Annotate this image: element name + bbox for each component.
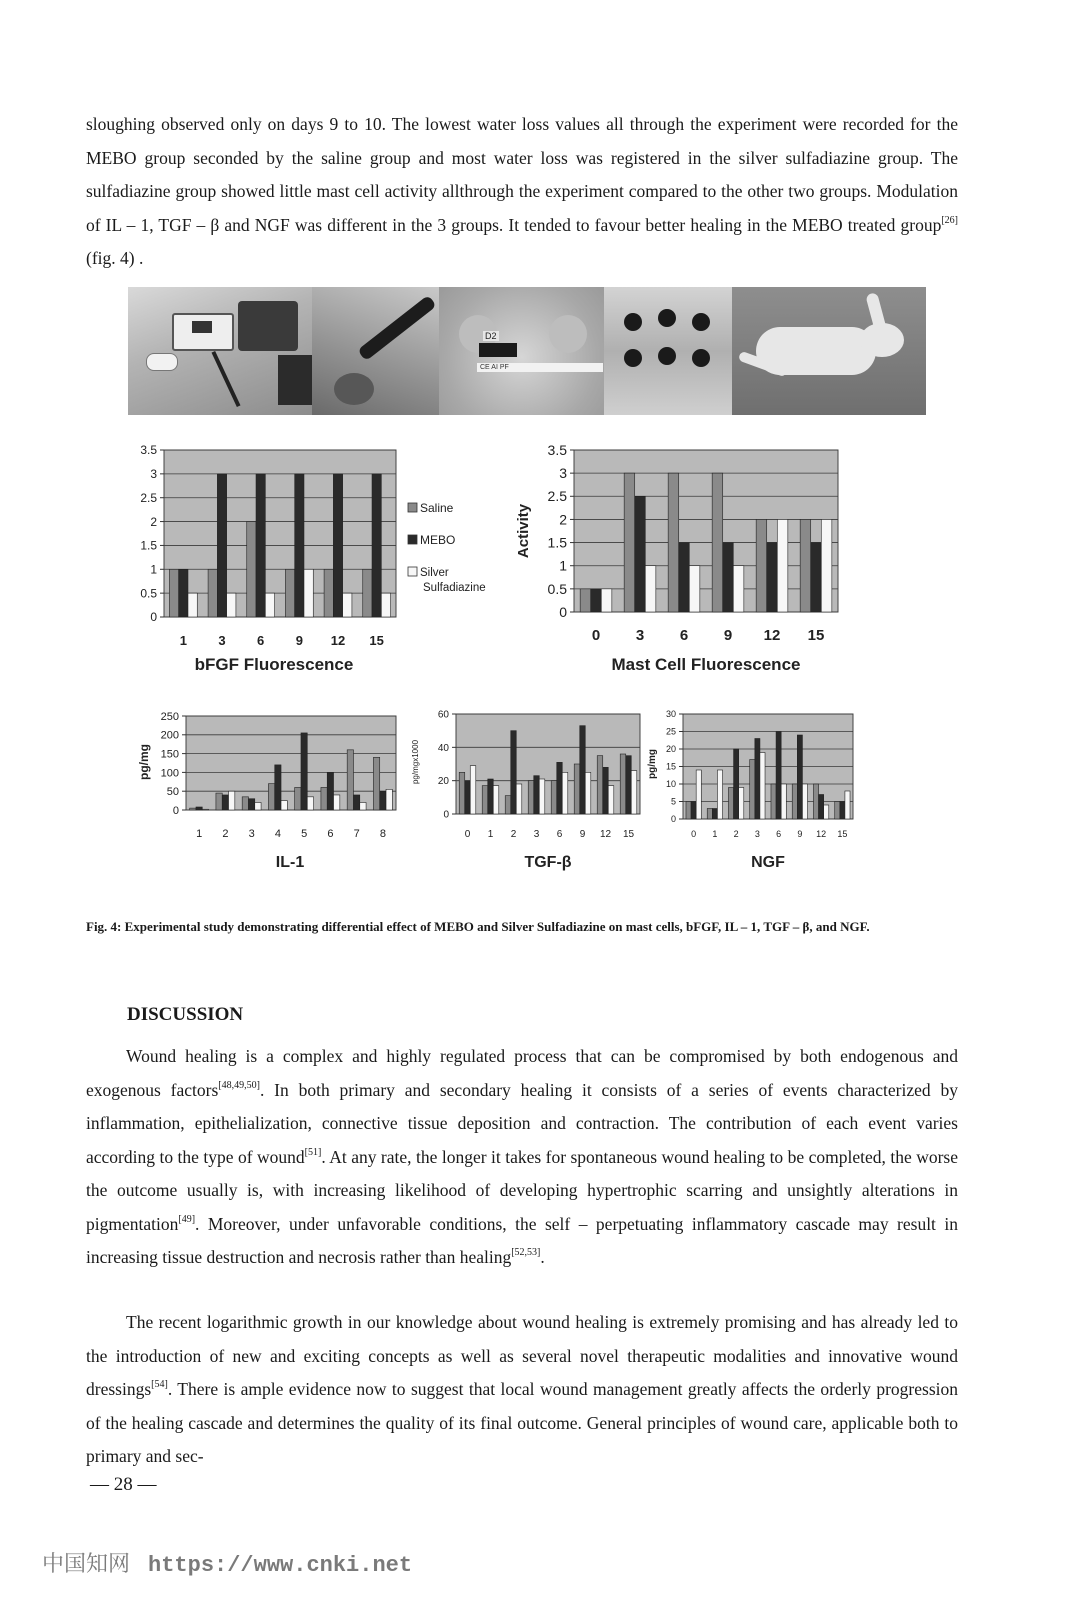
y-tick-label: 60	[437, 709, 449, 721]
bar-saline	[321, 787, 327, 810]
bar-silver	[227, 593, 236, 617]
x-tick-label: 2	[510, 829, 517, 840]
y-axis-label: pg/mg	[647, 749, 658, 779]
bar-mebo	[295, 474, 304, 617]
photo-instrument	[312, 287, 439, 415]
bar-saline	[268, 784, 274, 810]
bar-mebo	[222, 795, 228, 810]
y-tick-label: 0	[172, 804, 179, 817]
legend-swatch-silver	[408, 567, 417, 576]
chart-title: TGF-β	[524, 854, 572, 871]
body-paragraph-2	[86, 1040, 958, 1275]
y-tick-label: 20	[437, 776, 449, 788]
bar-silver	[470, 766, 476, 814]
bar-saline	[363, 569, 372, 617]
bar-silver	[334, 795, 340, 810]
bar-silver	[608, 786, 614, 814]
bar-silver	[631, 771, 637, 814]
y-tick-label: 0.5	[547, 580, 567, 597]
bar-saline	[528, 781, 534, 814]
bar-saline	[668, 473, 679, 612]
bar-mebo	[603, 767, 609, 814]
paragraph-text: sloughing observed only on days 9 to 10. The lowest water loss values all through the experiment were recorded for the MEBO group seconded by the saline group and most water loss was registered in the silver sulfadiazine group. The sulfadiazine group showed little mast cell activity allthrough the experiment compared to the other two groups. Modulation of IL – 1, TGF – β and NGF was different in the 3 groups. It tended to favour better healing in the MEBO treated group	[86, 114, 958, 235]
bar-saline	[169, 569, 178, 617]
bar-silver	[824, 805, 829, 819]
paragraph-text: The recent logarithmic growth in our knowledge about wound healing is extremely promising and has already led to the introduction of new and exciting concepts as well as several novel therapeutic modalities and innovative wound dressings	[86, 1312, 958, 1399]
legend-swatch-saline	[408, 503, 417, 512]
bar-mebo	[635, 496, 646, 612]
section-heading: DISCUSSION	[127, 1004, 244, 1025]
y-tick-label: 40	[437, 742, 449, 754]
y-tick-label: 20	[665, 744, 676, 755]
y-tick-label: 10	[665, 779, 676, 790]
x-tick-label: 1	[179, 633, 187, 648]
y-tick-label: 0	[150, 610, 157, 625]
x-tick-label: 15	[622, 829, 635, 840]
y-tick-label: 3	[559, 465, 567, 482]
bar-silver	[493, 786, 499, 814]
bar-saline	[813, 784, 818, 819]
paragraph-text: . Moreover, under unfavorable conditions, the self – perpetuating inflammatory cascade may result in increasing tissue destruction and necrosis rather than healing	[86, 1213, 958, 1267]
citation-ref: [26]	[941, 214, 958, 226]
bar-silver	[343, 593, 352, 617]
x-tick-label: 3	[754, 829, 760, 839]
legend-label-saline: Saline	[420, 501, 454, 515]
bar-silver	[188, 593, 197, 617]
bar-silver	[202, 809, 208, 810]
x-tick-label: 1	[712, 829, 718, 839]
bar-mebo	[372, 474, 381, 617]
x-tick-label: 9	[797, 829, 803, 839]
chart-title: IL-1	[275, 854, 305, 871]
bar-mebo	[248, 799, 254, 810]
bar-silver	[307, 797, 313, 810]
bar-mebo	[723, 543, 734, 612]
bar-saline	[620, 754, 626, 814]
chart-bfgf	[140, 443, 485, 674]
y-tick-label: 2.5	[140, 490, 157, 505]
chart-title: NGF	[751, 854, 785, 871]
x-tick-label: 1	[487, 829, 494, 840]
bar-mebo	[776, 732, 781, 820]
citation-ref: [49]	[178, 1213, 196, 1225]
bar-saline	[347, 750, 353, 810]
bar-silver	[689, 566, 700, 612]
page-number: — 28 —	[90, 1474, 157, 1495]
y-tick-label: 150	[160, 748, 179, 761]
y-axis-label: pg/mgx1000	[411, 739, 420, 785]
y-tick-label: 30	[665, 709, 676, 720]
figure-caption: Fig. 4: Experimental study demonstrating differential effect of MEBO and Silver Sulfadiazine on mast cells, bFGF, IL – 1, TGF – β, and NGF.	[86, 919, 870, 934]
bar-silver	[601, 589, 612, 612]
y-tick-label: 3.5	[140, 443, 157, 458]
bar-mebo	[217, 474, 226, 617]
y-tick-label: 1	[150, 562, 157, 577]
bar-saline	[551, 781, 557, 814]
bar-saline	[597, 756, 603, 814]
bar-saline	[686, 802, 691, 820]
photo-wound-labeled	[439, 287, 604, 415]
y-tick-label: 0.5	[140, 586, 157, 601]
bar-silver	[777, 519, 788, 612]
bar-mebo	[755, 739, 760, 820]
x-tick-label: 9	[723, 627, 733, 644]
y-axis-label: Activity	[515, 503, 532, 559]
x-tick-label: 12	[330, 633, 346, 648]
x-tick-label: 3	[218, 633, 226, 648]
plot-area	[164, 450, 396, 617]
bar-mebo	[465, 781, 471, 814]
x-tick-label: 6	[776, 829, 782, 839]
x-tick-label: 0	[591, 627, 601, 644]
x-tick-label: 6	[327, 828, 334, 840]
chart-il1	[137, 711, 396, 871]
bar-silver	[386, 789, 392, 810]
bar-silver	[229, 791, 235, 810]
bar-mebo	[712, 809, 717, 820]
bar-saline	[800, 519, 811, 612]
bar-mebo	[353, 795, 359, 810]
bar-saline	[373, 757, 379, 810]
bar-silver	[739, 788, 744, 820]
x-tick-label: 3	[248, 828, 255, 840]
bar-mebo	[679, 543, 690, 612]
x-tick-label: 1	[196, 828, 203, 840]
x-tick-label: 7	[353, 828, 360, 840]
bar-silver	[717, 770, 722, 819]
paragraph-text: . In both primary and secondary healing it consists of a series of events characterized by inflammation, epithelialization, connective tissue deposition and contraction. The contribution of each event varies according to the type of wound	[86, 1079, 958, 1167]
bar-mebo	[797, 735, 802, 819]
bar-mebo	[333, 474, 342, 617]
bar-silver	[802, 784, 807, 819]
bar-saline	[324, 569, 333, 617]
bar-silver	[360, 802, 366, 810]
bar-silver	[760, 753, 765, 820]
chart-title: Mast Cell Fluorescence	[611, 655, 801, 674]
chart-title: bFGF Fluorescence	[194, 655, 354, 674]
bar-silver	[304, 569, 313, 617]
bar-silver	[781, 784, 786, 819]
x-tick-label: 2	[222, 828, 229, 840]
bar-mebo	[767, 543, 778, 612]
y-tick-label: 2	[559, 511, 567, 528]
legend-swatch-mebo	[408, 535, 417, 544]
bar-silver	[733, 566, 744, 612]
y-tick-label: 100	[160, 767, 179, 780]
x-tick-label: 12	[763, 627, 781, 644]
chart-mast-cell	[515, 442, 838, 674]
bar-mebo	[580, 726, 586, 814]
figure-photo-strip	[128, 287, 926, 415]
citation-ref: [54]	[151, 1379, 168, 1390]
bar-saline	[712, 473, 723, 612]
y-tick-label: 25	[665, 726, 676, 737]
bar-saline	[190, 808, 196, 810]
bar-mebo	[196, 807, 202, 810]
body-paragraph-1	[86, 108, 958, 276]
bar-mebo	[734, 749, 739, 819]
bar-silver	[696, 770, 701, 819]
legend-label-silver-line2: Sulfadiazine	[423, 582, 486, 594]
watermark-cn: 中国知网	[42, 1551, 131, 1576]
photo-rabbit	[732, 287, 926, 415]
y-tick-label: 3	[150, 467, 157, 482]
x-tick-label: 9	[579, 829, 586, 840]
bar-silver	[845, 791, 850, 819]
figure-reference: (fig. 4) .	[86, 248, 144, 268]
x-tick-label: 6	[679, 627, 689, 644]
paragraph-text: . At any rate, the longer it takes for spontaneous wound healing to be completed, the worse the outcome usually is, with increasing likelihood of developing hypertrophic scarring and unsightly alterations in pigmentation	[86, 1146, 958, 1234]
legend-label-mebo: MEBO	[420, 533, 456, 547]
chart-ngf	[647, 709, 853, 871]
x-tick-label: 15	[807, 627, 825, 644]
legend-label-silver-line1: Silver	[420, 567, 449, 579]
bar-mebo	[840, 802, 845, 820]
bar-silver	[645, 566, 656, 612]
x-tick-label: 6	[257, 633, 265, 648]
bar-mebo	[275, 765, 281, 810]
bar-saline	[285, 569, 294, 617]
bar-saline	[624, 473, 635, 612]
bar-mebo	[511, 731, 517, 814]
y-tick-label: 0	[443, 809, 449, 821]
bar-saline	[295, 787, 301, 810]
plot-area	[574, 450, 838, 612]
bar-saline	[771, 784, 776, 819]
paragraph-text: . There is ample evidence now to suggest that local wound management greatly affects the orderly progression of the healing cascade and determines the quality of its final outcome. General principles of wound care, applicable both to primary and sec-	[86, 1379, 958, 1466]
watermark-url: https://www.cnki.net	[148, 1553, 413, 1578]
y-tick-label: 2	[150, 514, 157, 529]
bar-saline	[247, 522, 256, 617]
y-tick-label: 3.5	[547, 441, 567, 458]
x-tick-label: 15	[837, 829, 848, 839]
bar-mebo	[301, 733, 307, 810]
bar-silver	[281, 801, 287, 810]
bar-mebo	[819, 795, 824, 820]
bar-saline	[580, 589, 591, 612]
paper-label: CE AI PF	[477, 363, 603, 372]
y-tick-label: 2.5	[547, 488, 567, 505]
bar-saline	[574, 764, 580, 814]
citation-ref: [52,53]	[511, 1247, 541, 1258]
x-tick-label: 12	[599, 829, 612, 840]
legend	[408, 501, 486, 594]
y-tick-label: 1	[559, 557, 567, 574]
bar-saline	[756, 519, 767, 612]
x-tick-label: 5	[301, 828, 308, 840]
y-tick-label: 50	[166, 786, 179, 799]
bar-silver	[381, 593, 390, 617]
photo-wound-grid	[604, 287, 732, 415]
bar-mebo	[380, 791, 386, 810]
bar-mebo	[811, 543, 822, 612]
bar-mebo	[534, 776, 540, 814]
y-tick-label: 15	[665, 761, 676, 772]
bar-saline	[482, 786, 488, 814]
legend-label-silver	[420, 567, 486, 594]
x-tick-label: 6	[556, 829, 563, 840]
bar-silver	[562, 772, 568, 814]
bar-silver	[821, 519, 832, 612]
y-tick-label: 1.5	[547, 534, 567, 551]
paragraph-text: .	[540, 1247, 545, 1267]
bar-mebo	[557, 762, 563, 814]
bar-saline	[505, 796, 511, 814]
x-tick-label: 8	[379, 828, 386, 840]
bar-saline	[216, 793, 222, 810]
bar-silver	[516, 784, 522, 814]
x-tick-label: 0	[464, 829, 471, 840]
x-tick-label: 4	[274, 828, 281, 840]
bar-saline	[728, 788, 733, 820]
photo-apparatus	[128, 287, 312, 415]
x-tick-label: 2	[733, 829, 739, 839]
bar-mebo	[256, 474, 265, 617]
bar-saline	[459, 772, 465, 814]
bar-silver	[265, 593, 274, 617]
y-tick-label: 0	[559, 603, 567, 620]
bar-mebo	[488, 779, 494, 814]
x-tick-label: 0	[691, 829, 697, 839]
figure-charts	[128, 440, 928, 900]
x-tick-label: 3	[533, 829, 540, 840]
chart-tgf-beta	[411, 710, 640, 872]
paragraph-text: Wound healing is a complex and highly regulated process that can be compromised by both endogenous and exogenous factors	[86, 1046, 958, 1100]
x-tick-label: 12	[816, 829, 827, 839]
bar-saline	[242, 797, 248, 810]
x-tick-label: 9	[295, 633, 303, 648]
tube-label: D2	[485, 331, 497, 341]
bar-mebo	[179, 569, 188, 617]
body-paragraph-3	[86, 1306, 958, 1474]
y-tick-label: 200	[160, 729, 179, 742]
bar-saline	[792, 784, 797, 819]
y-tick-label: 1.5	[140, 538, 157, 553]
bar-silver	[585, 772, 591, 814]
bar-mebo	[327, 772, 333, 810]
x-tick-label: 15	[369, 633, 384, 648]
bar-saline	[835, 802, 840, 820]
y-tick-label: 250	[160, 710, 179, 723]
bar-mebo	[691, 802, 696, 820]
watermark	[42, 1547, 412, 1578]
y-axis-label: pg/mg	[137, 744, 151, 780]
bar-silver	[255, 802, 261, 810]
y-tick-label: 0	[670, 814, 676, 825]
bar-mebo	[591, 589, 602, 612]
y-tick-label: 5	[670, 796, 676, 807]
bar-silver	[539, 779, 545, 814]
bar-saline	[707, 809, 712, 820]
bar-mebo	[626, 756, 632, 814]
bar-saline	[208, 569, 217, 617]
citation-ref: [48,49,50]	[218, 1079, 260, 1091]
bar-saline	[750, 760, 755, 820]
x-tick-label: 3	[635, 627, 645, 644]
citation-ref: [51]	[304, 1146, 322, 1158]
